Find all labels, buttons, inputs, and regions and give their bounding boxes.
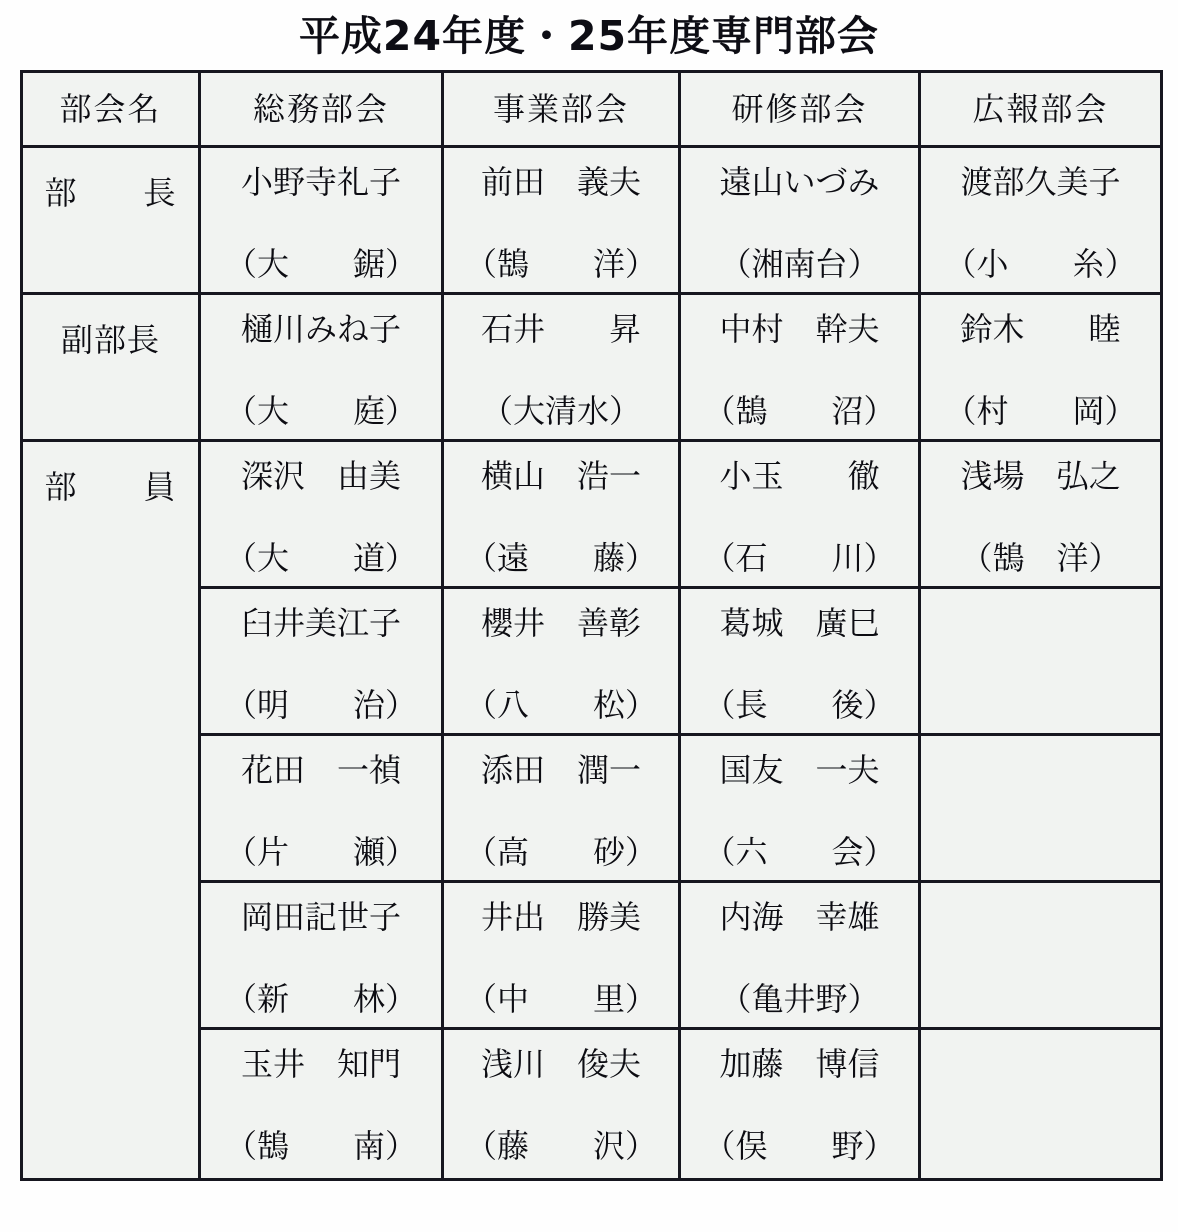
person-entry bbox=[444, 1030, 678, 1178]
cell-chief-jigyo bbox=[443, 147, 680, 294]
table-row-vice-chief bbox=[22, 294, 1162, 441]
person-name: 遠山いづみ bbox=[719, 163, 880, 202]
column-header-soumu-label: 総務部会 bbox=[252, 90, 389, 129]
person-area: （鵠 洋） bbox=[464, 245, 657, 284]
person-entry-empty bbox=[921, 589, 1160, 733]
person-entry bbox=[444, 148, 678, 292]
cell-chief-soumu bbox=[200, 147, 443, 294]
person-name: 渡部久美子 bbox=[960, 163, 1121, 202]
row-label-vice-chief bbox=[22, 294, 200, 441]
column-header-kouhou-label: 広報部会 bbox=[972, 90, 1109, 129]
cell-chief-kenshu bbox=[680, 147, 920, 294]
person-name: 横山 浩一 bbox=[480, 457, 641, 496]
person-name: 花田 一禎 bbox=[240, 751, 401, 790]
person-name: 中村 幹夫 bbox=[719, 310, 880, 349]
person-entry bbox=[444, 589, 678, 733]
cell-member2-jigyo bbox=[443, 588, 680, 735]
person-entry bbox=[444, 442, 678, 586]
row-label-chief-text: 部 長 bbox=[44, 174, 177, 213]
table-row-chief bbox=[22, 147, 1162, 294]
person-entry bbox=[201, 1030, 441, 1178]
cell-member3-soumu bbox=[200, 735, 443, 882]
column-header-kenshu-label: 研修部会 bbox=[731, 90, 868, 129]
cell-vice-kenshu bbox=[680, 294, 920, 441]
person-name: 樋川みね子 bbox=[240, 310, 401, 349]
person-entry bbox=[201, 148, 441, 292]
person-entry bbox=[444, 736, 678, 880]
cell-member5-kouhou bbox=[920, 1029, 1162, 1180]
person-name: 櫻井 善彰 bbox=[480, 604, 641, 643]
person-name: 添田 潤一 bbox=[480, 751, 641, 790]
cell-member4-kouhou bbox=[920, 882, 1162, 1029]
person-area: （湘南台） bbox=[719, 245, 880, 284]
person-area: （大 道） bbox=[224, 539, 417, 578]
person-entry bbox=[681, 1030, 918, 1178]
person-name: 小野寺礼子 bbox=[240, 163, 401, 202]
person-name: 玉井 知門 bbox=[240, 1045, 401, 1084]
person-entry bbox=[921, 442, 1160, 586]
person-name: 葛城 廣巳 bbox=[719, 604, 880, 643]
cell-member5-soumu bbox=[200, 1029, 443, 1180]
person-entry bbox=[444, 295, 678, 439]
person-area: （大清水） bbox=[480, 392, 641, 431]
person-area: （新 林） bbox=[224, 980, 417, 1019]
cell-member4-jigyo bbox=[443, 882, 680, 1029]
person-name: 国友 一夫 bbox=[719, 751, 880, 790]
column-header-kouhou bbox=[920, 72, 1162, 147]
person-name: 前田 義夫 bbox=[480, 163, 641, 202]
person-area: （明 治） bbox=[224, 686, 417, 725]
column-header-jigyo bbox=[443, 72, 680, 147]
person-area: （鵠 洋） bbox=[960, 539, 1121, 578]
person-area: （八 松） bbox=[464, 686, 657, 725]
person-area: （小 糸） bbox=[944, 245, 1137, 284]
person-name: 加藤 博信 bbox=[719, 1045, 880, 1084]
table-container bbox=[0, 70, 1178, 1181]
person-name: 小玉 徹 bbox=[719, 457, 880, 496]
column-header-jigyo-label: 事業部会 bbox=[492, 90, 629, 129]
committee-table bbox=[20, 70, 1163, 1181]
person-name: 浅場 弘之 bbox=[960, 457, 1121, 496]
person-name: 内海 幸雄 bbox=[719, 898, 880, 937]
person-entry bbox=[201, 295, 441, 439]
person-area: （中 里） bbox=[464, 980, 657, 1019]
page-title: 平成24年度・25年度専門部会 bbox=[298, 12, 880, 60]
person-name: 臼井美江子 bbox=[240, 604, 401, 643]
person-entry bbox=[681, 589, 918, 733]
person-name: 井出 勝美 bbox=[480, 898, 641, 937]
person-entry-empty bbox=[921, 736, 1160, 880]
person-name: 岡田記世子 bbox=[240, 898, 401, 937]
person-area: （大 鋸） bbox=[224, 245, 417, 284]
row-label-vice-chief-text: 副部長 bbox=[60, 321, 160, 360]
person-name: 浅川 俊夫 bbox=[480, 1045, 641, 1084]
column-header-role-label: 部会名 bbox=[59, 90, 162, 129]
person-entry bbox=[201, 883, 441, 1027]
cell-member5-jigyo bbox=[443, 1029, 680, 1180]
person-entry bbox=[681, 883, 918, 1027]
cell-member1-kouhou bbox=[920, 441, 1162, 588]
cell-member1-kenshu bbox=[680, 441, 920, 588]
person-entry bbox=[921, 148, 1160, 292]
table-header-row bbox=[22, 72, 1162, 147]
cell-chief-kouhou bbox=[920, 147, 1162, 294]
person-area: （村 岡） bbox=[944, 392, 1137, 431]
person-entry bbox=[681, 148, 918, 292]
row-label-member bbox=[22, 441, 200, 1180]
person-name: 石井 昇 bbox=[480, 310, 641, 349]
person-area: （亀井野） bbox=[719, 980, 880, 1019]
cell-member3-jigyo bbox=[443, 735, 680, 882]
row-label-chief bbox=[22, 147, 200, 294]
person-area: （片 瀬） bbox=[224, 833, 417, 872]
cell-member2-soumu bbox=[200, 588, 443, 735]
cell-member3-kouhou bbox=[920, 735, 1162, 882]
cell-member2-kenshu bbox=[680, 588, 920, 735]
person-area: （高 砂） bbox=[464, 833, 657, 872]
person-entry bbox=[201, 442, 441, 586]
cell-member5-kenshu bbox=[680, 1029, 920, 1180]
person-name: 深沢 由美 bbox=[240, 457, 401, 496]
column-header-soumu bbox=[200, 72, 443, 147]
column-header-role bbox=[22, 72, 200, 147]
person-name: 鈴木 睦 bbox=[960, 310, 1121, 349]
person-area: （鵠 沼） bbox=[703, 392, 896, 431]
person-entry bbox=[921, 295, 1160, 439]
cell-vice-kouhou bbox=[920, 294, 1162, 441]
person-entry bbox=[681, 736, 918, 880]
person-area: （大 庭） bbox=[224, 392, 417, 431]
person-area: （俣 野） bbox=[703, 1127, 896, 1166]
person-area: （長 後） bbox=[703, 686, 896, 725]
person-entry bbox=[201, 736, 441, 880]
cell-vice-soumu bbox=[200, 294, 443, 441]
person-area: （遠 藤） bbox=[464, 539, 657, 578]
cell-member4-soumu bbox=[200, 882, 443, 1029]
person-entry bbox=[444, 883, 678, 1027]
person-entry bbox=[201, 589, 441, 733]
person-area: （鵠 南） bbox=[224, 1127, 417, 1166]
cell-member2-kouhou bbox=[920, 588, 1162, 735]
person-entry bbox=[681, 295, 918, 439]
cell-member1-soumu bbox=[200, 441, 443, 588]
person-area: （石 川） bbox=[703, 539, 896, 578]
column-header-kenshu bbox=[680, 72, 920, 147]
cell-member4-kenshu bbox=[680, 882, 920, 1029]
cell-member1-jigyo bbox=[443, 441, 680, 588]
row-label-member-text: 部 員 bbox=[44, 468, 177, 507]
person-area: （六 会） bbox=[703, 833, 896, 872]
person-entry-empty bbox=[921, 1030, 1160, 1178]
person-entry-empty bbox=[921, 883, 1160, 1027]
cell-member3-kenshu bbox=[680, 735, 920, 882]
table-row-member-1 bbox=[22, 441, 1162, 588]
cell-vice-jigyo bbox=[443, 294, 680, 441]
person-entry bbox=[681, 442, 918, 586]
person-area: （藤 沢） bbox=[464, 1127, 657, 1166]
